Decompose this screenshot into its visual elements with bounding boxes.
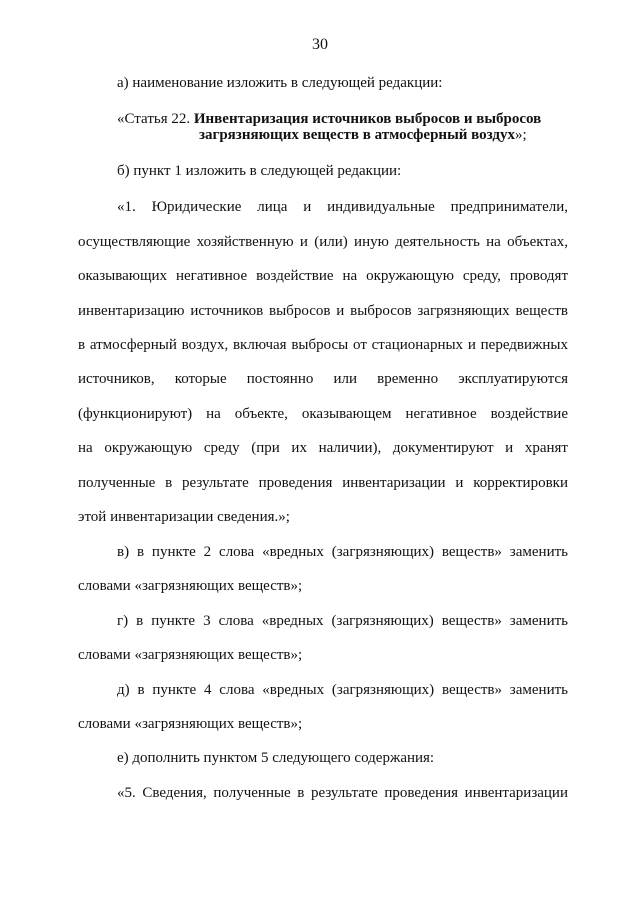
article-title-line2: загрязняющих веществ в атмосферный воздух (199, 127, 516, 143)
p1-line-6: источников, которые постоянно или временно эксплуатируются (78, 371, 568, 387)
item-b-intro: б) пункт 1 изложить в следующей редакции: (117, 163, 402, 179)
page-number: 30 (312, 36, 328, 53)
item-d-line2: словами «загрязняющих веществ»; (78, 716, 303, 732)
article-title-end: »; (515, 127, 527, 143)
article-heading-line2 (199, 126, 527, 144)
item-e-intro: е) дополнить пунктом 5 следующего содержания: (117, 750, 435, 766)
p1-line-8: на окружающую среду (при их наличии), документируют и хранят (78, 440, 568, 456)
item-v-line1: в) в пункте 2 слова «вредных (загрязняющих) веществ» заменить (117, 544, 568, 560)
p1-line-9: полученные в результате проведения инвентаризации и корректировки (78, 475, 568, 491)
p1-line-10: этой инвентаризации сведения.»; (78, 509, 290, 525)
p1-line-5: в атмосферный воздух, включая выбросы от стационарных и передвижных (78, 337, 568, 353)
item-v-line2: словами «загрязняющих веществ»; (78, 578, 303, 594)
item-a-intro: а) наименование изложить в следующей редакции: (117, 75, 443, 91)
article-title-line1: Инвентаризация источников выбросов и выбросов (193, 111, 542, 127)
article-prefix: «Статья 22. (117, 111, 191, 127)
p1-line-2: осуществляющие хозяйственную и (или) иную деятельность на объектах, (78, 234, 568, 250)
p5-line-1: «5. Сведения, полученные в результате проведения инвентаризации (117, 785, 568, 801)
p1-line-7: (функционируют) на объекте, оказывающем негативное воздействие (78, 406, 568, 422)
p1-line-3: оказывающих негативное воздействие на окружающую среду, проводят (78, 268, 568, 284)
p1-line-1: «1. Юридические лица и индивидуальные предприниматели, (117, 199, 568, 215)
item-d-line1: д) в пункте 4 слова «вредных (загрязняющих) веществ» заменить (117, 682, 568, 698)
item-g-line1: г) в пункте 3 слова «вредных (загрязняющих) веществ» заменить (117, 613, 568, 629)
item-g-line2: словами «загрязняющих веществ»; (78, 647, 303, 663)
p1-line-4: инвентаризацию источников выбросов и выбросов загрязняющих веществ (78, 303, 568, 319)
